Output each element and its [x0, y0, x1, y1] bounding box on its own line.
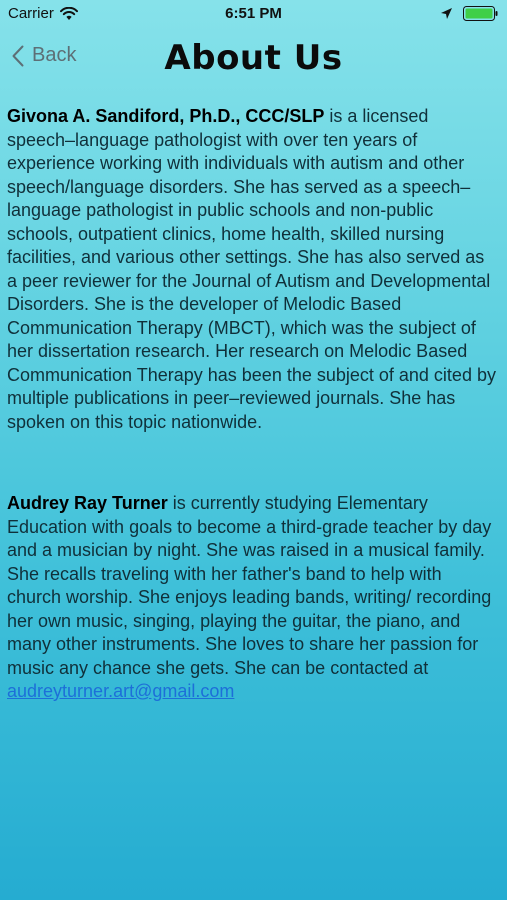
bio-text: is a licensed speech–language pathologist with over ten years of experience working with individuals with autism and other speech/language disorders. She has served as a speech–language pathologist in public schools and non-public schools, outpatient clinics, home health, skilled nursing facilities, and various other settings. She has also served as a peer reviewer for the Journal of Autism and Developmental Disorders. She is the developer of Melodic Based Communication Therapy (MBCT), which was the subject of her dissertation research. Her research on Melodic Based Communication Therapy has been the subject of and cited by multiple publications in peer–reviewed journals. She has spoken on this topic nationwide.: [7, 106, 496, 432]
about-content: [7, 105, 497, 762]
navigation-bar: [0, 30, 507, 90]
email-link[interactable]: audreyturner.art@gmail.com: [7, 681, 235, 701]
carrier-label: Carrier: [8, 5, 54, 22]
location-arrow-icon: [440, 7, 453, 20]
bio-paragraph-sandiford: [7, 105, 497, 434]
bio-text: is currently studying Elementary Education with goals to become a third-grade teacher by day and a musician by night. She was raised in a musical family. She recalls traveling with her father's band to help with church worship. She enjoys leading bands, writing/ recording her own music, singing, playing the guitar, the piano, and many other instruments. She loves to share her passion for music any chance she gets. She can be contacted at: [7, 493, 492, 678]
battery-icon: [463, 6, 499, 21]
back-label: Back: [32, 44, 77, 66]
bio-paragraph-turner: [7, 492, 497, 704]
page-title: About Us: [164, 38, 343, 78]
bio-name: Givona A. Sandiford, Ph.D., CCC/SLP: [7, 106, 325, 126]
status-bar: [0, 0, 507, 28]
status-right: [440, 6, 499, 21]
bio-name: Audrey Ray Turner: [7, 493, 168, 513]
status-time: 6:51 PM: [225, 5, 282, 22]
